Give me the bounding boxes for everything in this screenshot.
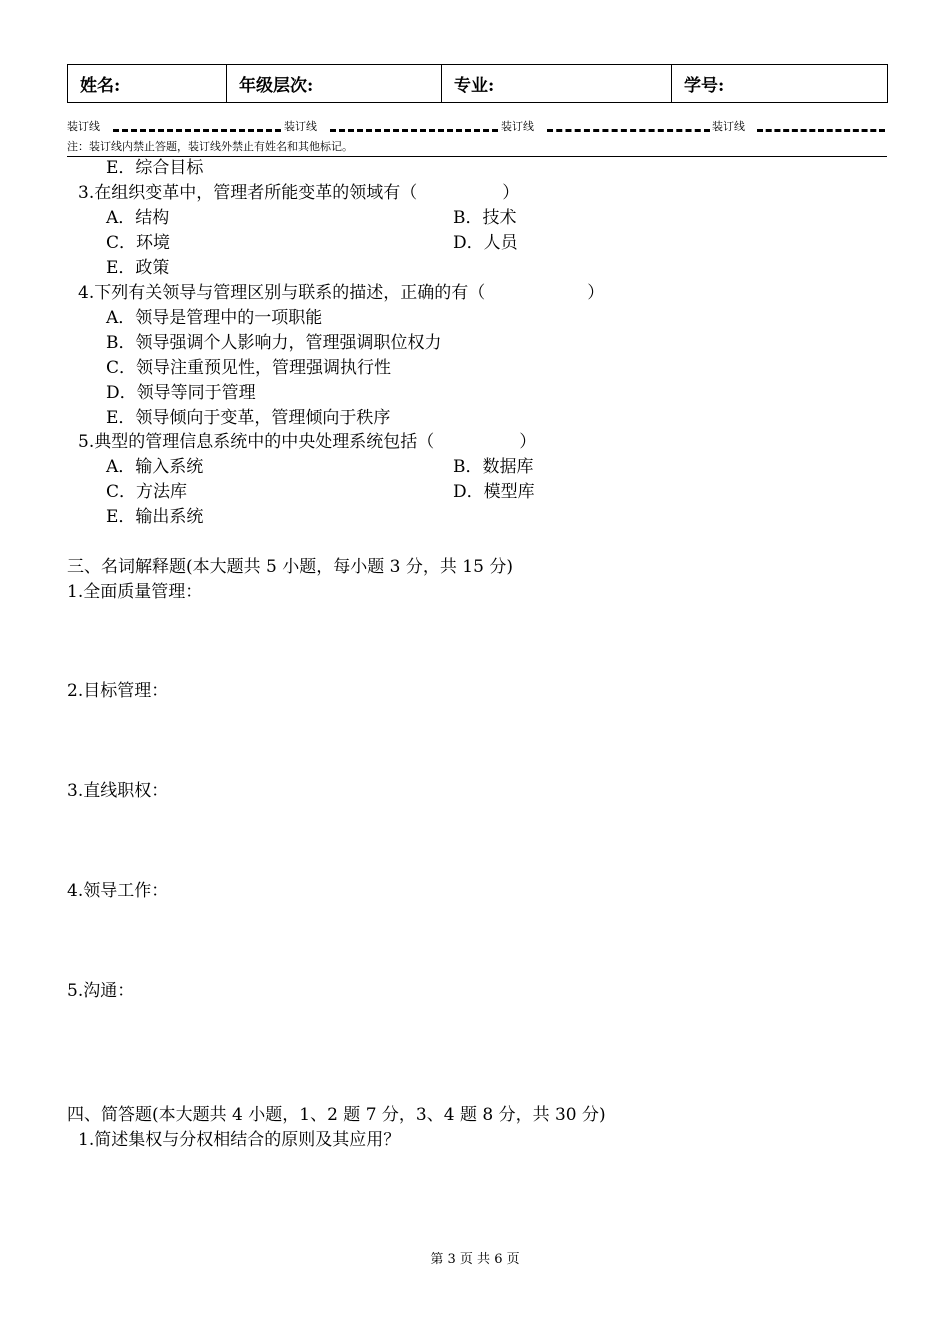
q4-option-a: A．领导是管理中的一项职能 [106,308,323,328]
section3-item-1: 1.全面质量管理： [67,582,203,602]
q5-option-d: D．模型库 [453,482,535,502]
name-label: 姓名: [68,65,227,103]
q3-stem: 3.在组织变革中，管理者所能变革的领域有（ ） [78,183,520,203]
binding-dashes [547,129,710,132]
q4-option-d: D．领导等同于管理 [106,383,256,403]
binding-line-label: 装订线 [712,120,745,133]
q5-option-b: B．数据库 [453,457,534,477]
binding-line [67,120,887,134]
student-id-label: 学号: [672,65,888,103]
q4-option-b: B．领导强调个人影响力，管理强调职位权力 [106,333,442,353]
binding-line-label: 装订线 [67,120,100,133]
q5-option-a: A．输入系统 [106,457,204,477]
binding-dashes [113,129,281,132]
q5-option-c: C．方法库 [106,482,188,502]
grade-label: 年级层次: [227,65,442,103]
q5-stem: 5.典型的管理信息系统中的中央处理系统包括（ ） [78,432,537,452]
binding-notice: 注：装订线内禁止答题，装订线外禁止有姓名和其他标记。 [67,140,353,153]
section4-q1: 1.简述集权与分权相结合的原则及其应用？ [78,1130,401,1150]
q3-option-b: B．技术 [453,208,517,228]
q3-option-d: D．人员 [453,233,518,253]
binding-line-label: 装订线 [501,120,534,133]
q3-option-e: E．政策 [106,258,170,278]
q4-stem: 4.下列有关领导与管理区别与联系的描述，正确的有（ ） [78,283,605,303]
q3-option-a: A．结构 [106,208,170,228]
page-number: 第 3 页 共 6 页 [430,1252,520,1267]
section3-item-3: 3.直线职权： [67,781,169,801]
q2-option-e: E．综合目标 [106,158,204,178]
binding-line-label: 装订线 [284,120,317,133]
section3-item-2: 2.目标管理： [67,681,169,701]
student-info-table [67,64,888,103]
q5-option-e: E．输出系统 [106,507,204,527]
section4-title: 四、简答题(本大题共 4 小题，1、2 题 7 分，3、4 题 8 分，共 30 分) [67,1105,606,1125]
section3-item-4: 4.领导工作： [67,881,169,901]
q3-option-c: C．环境 [106,233,171,253]
q4-option-c: C．领导注重预见性，管理强调执行性 [106,358,392,378]
section3-item-5: 5.沟通： [67,981,135,1001]
binding-dashes [330,129,498,132]
section3-title: 三、名词解释题(本大题共 5 小题，每小题 3 分，共 15 分) [67,557,513,577]
binding-dashes [757,129,885,132]
q4-option-e: E．领导倾向于变革，管理倾向于秩序 [106,408,391,428]
major-label: 专业: [442,65,672,103]
